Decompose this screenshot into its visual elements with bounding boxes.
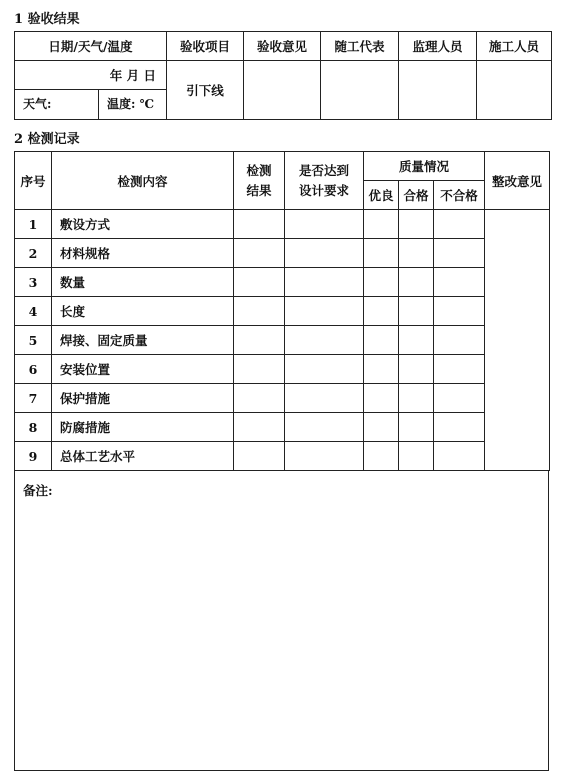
header-qualified: 合格 — [399, 181, 434, 210]
header-supervisor: 监理人员 — [399, 32, 477, 61]
header-acceptance-item: 验收项目 — [167, 32, 244, 61]
row-unqualified-field[interactable] — [434, 384, 485, 413]
row-qualified-field[interactable] — [399, 442, 434, 471]
header-site-representative: 随工代表 — [321, 32, 399, 61]
remark-area[interactable] — [14, 471, 549, 771]
row-excellent-field[interactable] — [364, 297, 399, 326]
row-excellent-field[interactable] — [364, 210, 399, 239]
header-content: 检测内容 — [52, 152, 234, 210]
row-unqualified-field[interactable] — [434, 355, 485, 384]
table-row — [15, 442, 550, 471]
table-row — [15, 297, 550, 326]
row-seq: 8 — [15, 413, 52, 442]
row-unqualified-field[interactable] — [434, 268, 485, 297]
row-unqualified-field[interactable] — [434, 442, 485, 471]
row-result-field[interactable] — [234, 326, 285, 355]
row-qualified-field[interactable] — [399, 239, 434, 268]
constructor-field[interactable] — [477, 61, 552, 120]
section1-title: 1 验收结果 — [14, 12, 80, 27]
row-qualified-field[interactable] — [399, 297, 434, 326]
row-design-field[interactable] — [285, 442, 364, 471]
inspection-record-table — [14, 151, 550, 471]
row-result-field[interactable] — [234, 210, 285, 239]
row-excellent-field[interactable] — [364, 326, 399, 355]
remark-label: 备注: — [23, 483, 53, 498]
section2-title: 2 检测记录 — [14, 132, 80, 147]
header-design-line2: 设计要求 — [298, 182, 349, 198]
row-content: 敷设方式 — [52, 210, 234, 239]
header-rectify: 整改意见 — [485, 152, 550, 210]
row-seq: 1 — [15, 210, 52, 239]
row-qualified-field[interactable] — [399, 326, 434, 355]
header-seq: 序号 — [15, 152, 52, 210]
table-row — [15, 413, 550, 442]
row-seq: 2 — [15, 239, 52, 268]
row-content: 保护措施 — [52, 384, 234, 413]
row-design-field[interactable] — [285, 355, 364, 384]
row-result-field[interactable] — [234, 442, 285, 471]
row-result-field[interactable] — [234, 297, 285, 326]
row-excellent-field[interactable] — [364, 239, 399, 268]
weather-field[interactable]: 天气: — [15, 90, 99, 119]
row-seq: 6 — [15, 355, 52, 384]
row-content: 总体工艺水平 — [52, 442, 234, 471]
table-row — [15, 239, 550, 268]
row-seq: 5 — [15, 326, 52, 355]
site-representative-field[interactable] — [321, 61, 399, 120]
row-design-field[interactable] — [285, 239, 364, 268]
row-excellent-field[interactable] — [364, 384, 399, 413]
header-design — [285, 152, 364, 210]
row-result-field[interactable] — [234, 355, 285, 384]
row-excellent-field[interactable] — [364, 355, 399, 384]
row-result-field[interactable] — [234, 239, 285, 268]
row-content: 焊接、固定质量 — [52, 326, 234, 355]
row-unqualified-field[interactable] — [434, 239, 485, 268]
rectify-field[interactable] — [485, 210, 550, 471]
row-content: 长度 — [52, 297, 234, 326]
header-result — [234, 152, 285, 210]
table-row — [15, 210, 550, 239]
table-row — [15, 355, 550, 384]
row-unqualified-field[interactable] — [434, 413, 485, 442]
row-seq: 7 — [15, 384, 52, 413]
row-seq: 4 — [15, 297, 52, 326]
temperature-field[interactable]: 温度: ℃ — [107, 97, 154, 111]
table-row — [15, 384, 550, 413]
row-unqualified-field[interactable] — [434, 326, 485, 355]
row-result-field[interactable] — [234, 384, 285, 413]
header-excellent: 优良 — [364, 181, 399, 210]
row-seq: 9 — [15, 442, 52, 471]
header-date-weather-temp: 日期/天气/温度 — [15, 32, 167, 61]
row-content: 安装位置 — [52, 355, 234, 384]
row-content: 材料规格 — [52, 239, 234, 268]
table-row — [15, 326, 550, 355]
row-qualified-field[interactable] — [399, 413, 434, 442]
row-qualified-field[interactable] — [399, 210, 434, 239]
header-design-line1: 是否达到 — [298, 162, 349, 178]
row-design-field[interactable] — [285, 384, 364, 413]
row-excellent-field[interactable] — [364, 442, 399, 471]
row-result-field[interactable] — [234, 413, 285, 442]
row-seq: 3 — [15, 268, 52, 297]
row-result-field[interactable] — [234, 268, 285, 297]
acceptance-opinion-field[interactable] — [244, 61, 321, 120]
header-result-line2: 结果 — [246, 182, 272, 198]
header-constructor: 施工人员 — [477, 32, 552, 61]
header-acceptance-opinion: 验收意见 — [244, 32, 321, 61]
acceptance-item-value: 引下线 — [167, 61, 244, 120]
row-design-field[interactable] — [285, 326, 364, 355]
row-content: 数量 — [52, 268, 234, 297]
row-qualified-field[interactable] — [399, 384, 434, 413]
date-field[interactable]: 年 月 日 — [15, 61, 167, 90]
row-content: 防腐措施 — [52, 413, 234, 442]
row-unqualified-field[interactable] — [434, 297, 485, 326]
supervisor-field[interactable] — [399, 61, 477, 120]
row-design-field[interactable] — [285, 268, 364, 297]
row-design-field[interactable] — [285, 297, 364, 326]
row-excellent-field[interactable] — [364, 413, 399, 442]
header-unqualified: 不合格 — [434, 181, 485, 210]
table-row — [15, 268, 550, 297]
row-unqualified-field[interactable] — [434, 210, 485, 239]
row-qualified-field[interactable] — [399, 355, 434, 384]
header-result-line1: 检测 — [246, 162, 272, 178]
row-excellent-field[interactable] — [364, 268, 399, 297]
row-design-field[interactable] — [285, 413, 364, 442]
acceptance-result-table — [14, 31, 552, 120]
header-quality: 质量情况 — [364, 152, 485, 181]
row-qualified-field[interactable] — [399, 268, 434, 297]
row-design-field[interactable] — [285, 210, 364, 239]
